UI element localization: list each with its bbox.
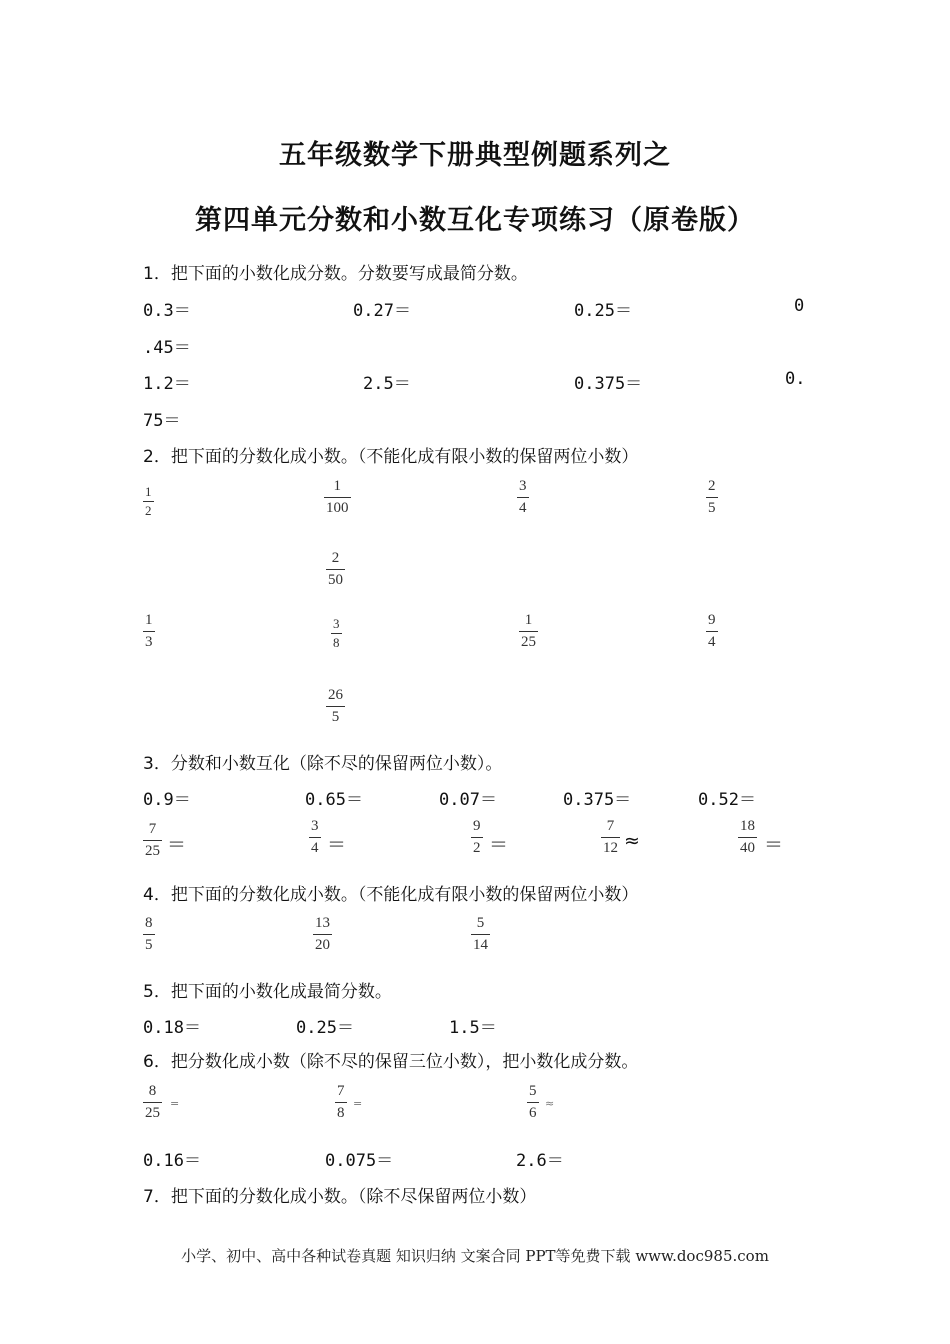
fraction: 18 40 <box>740 818 755 856</box>
q1-item: 0.25＝ <box>574 301 632 321</box>
q6-decimal: 2.6＝ <box>516 1151 564 1171</box>
fraction: 8 25 <box>145 1083 160 1121</box>
equals-sign: ＝ <box>764 834 784 856</box>
q5-item: 0.25＝ <box>296 1018 354 1038</box>
q1-item: 1.2＝ <box>143 374 191 394</box>
question-4-prompt: 4．把下面的分数化成小数。（不能化成有限小数的保留两位小数） <box>143 885 639 905</box>
q1-item: 0.27＝ <box>353 301 411 321</box>
q1-item: 0 <box>794 296 805 316</box>
fraction: 5 6 <box>529 1083 537 1121</box>
question-3-prompt: 3．分数和小数互化（除不尽的保留两位小数）。 <box>143 754 503 774</box>
fraction: 3 4 <box>519 478 527 516</box>
q6-decimal: 0.075＝ <box>325 1151 394 1171</box>
equals-sign: = <box>353 1097 363 1110</box>
fraction: 1 2 <box>145 484 152 518</box>
question-7-prompt: 7．把下面的分数化成小数。（除不尽保留两位小数） <box>143 1187 537 1207</box>
q1-item: 0. <box>785 369 806 389</box>
q1-item: 0.375＝ <box>574 374 643 394</box>
q1-item-wrap: .45＝ <box>143 338 191 358</box>
fraction: 7 12 <box>603 818 618 856</box>
q3-decimal: 0.375＝ <box>563 790 632 810</box>
q1-item-wrap: 75＝ <box>143 411 181 431</box>
fraction: 1 3 <box>145 612 153 650</box>
q1-item: 2.5＝ <box>363 374 411 394</box>
fraction: 8 5 <box>145 915 153 953</box>
title-line-1: 五年级数学下册典型例题系列之 <box>279 140 671 171</box>
fraction: 13 20 <box>315 915 330 953</box>
equals-sign: ＝ <box>327 834 347 856</box>
equals-sign: = <box>170 1097 180 1110</box>
fraction: 9 2 <box>473 818 481 856</box>
approx-sign: ≈ <box>624 830 640 852</box>
fraction: 2 5 <box>708 478 716 516</box>
equals-sign: ＝ <box>489 834 509 856</box>
q3-decimal: 0.52＝ <box>698 790 756 810</box>
title-line-2: 第四单元分数和小数互化专项练习（原卷版） <box>195 205 755 236</box>
q3-decimal: 0.07＝ <box>439 790 497 810</box>
q1-item: 0.3＝ <box>143 301 191 321</box>
fraction: 5 14 <box>473 915 488 953</box>
q5-item: 1.5＝ <box>449 1018 497 1038</box>
fraction: 3 4 <box>311 818 319 856</box>
q3-decimal: 0.65＝ <box>305 790 363 810</box>
q6-decimal: 0.16＝ <box>143 1151 201 1171</box>
fraction: 9 4 <box>708 612 716 650</box>
q5-item: 0.18＝ <box>143 1018 201 1038</box>
fraction: 1 25 <box>521 612 536 650</box>
fraction: 1 100 <box>326 478 349 516</box>
question-6-prompt: 6．把分数化成小数（除不尽的保留三位小数），把小数化成分数。 <box>143 1052 639 1072</box>
approx-sign: ≈ <box>545 1097 555 1110</box>
fraction: 2 50 <box>328 550 343 588</box>
footer: 小学、初中、高中各种试卷真题 知识归纳 文案合同 PPT等免费下载 www.doc985.com <box>181 1247 769 1265</box>
fraction: 7 25 <box>145 821 160 859</box>
fraction: 3 8 <box>333 616 340 650</box>
fraction: 7 8 <box>337 1083 345 1121</box>
equals-sign: ＝ <box>167 834 187 856</box>
question-1-prompt: 1．把下面的小数化成分数。分数要写成最简分数。 <box>143 264 528 284</box>
fraction: 26 5 <box>328 687 343 725</box>
question-5-prompt: 5．把下面的小数化成最简分数。 <box>143 982 392 1002</box>
question-2-prompt: 2．把下面的分数化成小数。（不能化成有限小数的保留两位小数） <box>143 447 639 467</box>
q3-decimal: 0.9＝ <box>143 790 191 810</box>
